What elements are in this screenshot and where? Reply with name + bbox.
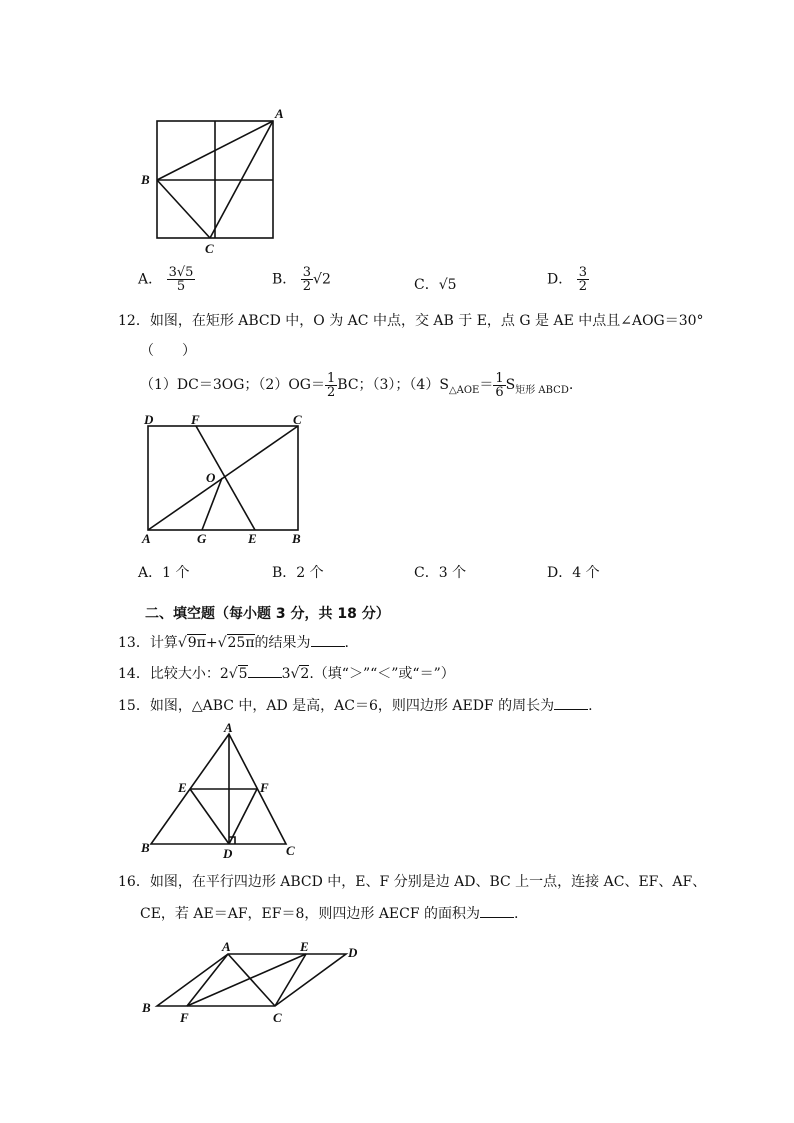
q11-option-a[interactable]: A． $\frac{3√5}{5}$ (138, 265, 194, 294)
q16-segment-ef (187, 954, 306, 1006)
q12-answer-paren: （ ） (140, 343, 196, 359)
q12-label-d: D (144, 412, 154, 427)
q11-option-b[interactable]: B． $\frac{3}{2}$ √2 (272, 265, 331, 294)
q15-label-f: F (260, 780, 269, 795)
q15-label-d: D (223, 846, 233, 861)
q16-label-e: E (300, 939, 309, 954)
q16-diagonal-ac (228, 954, 275, 1006)
q12-label-f: F (191, 412, 200, 427)
q11-label-c: C (205, 241, 214, 256)
q12-label-e: E (248, 531, 257, 546)
q15-label-a: A (224, 722, 233, 735)
q16-label-a: A (222, 939, 231, 954)
q12-label-o: O (206, 470, 216, 485)
q11-option-a-denominator: 5 (176, 279, 186, 294)
section-heading-fill-in: 二、填空题（每小题 3 分，共 18 分） (145, 606, 390, 622)
q11-label-b: B (141, 172, 150, 187)
q15-label-b: B (141, 840, 150, 855)
q14-text: 14．比较大小：2√5 3√2.（填“＞”“＜”或“＝”） (118, 666, 455, 682)
q11-label-a: A (275, 106, 284, 121)
q12-figure (136, 412, 316, 547)
q13-text: 13．计算√9π+√25π的结果为 . (118, 635, 349, 651)
q12-diagonal-ac (148, 426, 298, 530)
q12-option-b[interactable]: B．2 个 (272, 565, 324, 581)
q16-label-c: C (273, 1010, 282, 1025)
q12-label-b: B (292, 531, 301, 546)
q11-segment-bc (157, 180, 210, 238)
q15-segment-ed (190, 789, 229, 844)
q12-option-a[interactable]: A．1 个 (138, 565, 190, 581)
q11-option-a-numerator: 3√5 (168, 265, 194, 280)
q12-segment-fe (196, 426, 255, 530)
q11-figure (136, 100, 296, 260)
q11-option-c[interactable]: C．√5 (414, 277, 457, 293)
q16-segment-ec (275, 954, 306, 1006)
q12-label-a: A (142, 531, 151, 546)
q15-segment-fd (229, 789, 257, 844)
q12-statements: （1）DC＝3OG；（2）OG＝ $\frac{1}{2}$ BC；（3）；$(4)S_{\triangle AOE}=$ $\frac{1}{6}$ $S_{矩形 ABCD}$. (140, 370, 574, 400)
q16-label-f: F (180, 1010, 189, 1025)
q16-figure (136, 934, 366, 1026)
q11-option-d[interactable]: D． $\frac{3}{2}$ (547, 265, 587, 294)
q15-figure (136, 722, 306, 862)
q16-text-line2: CE，若 AE＝AF，EF＝8，则四边形 AECF 的面积为 . (140, 906, 519, 922)
q12-stem: 12．如图，在矩形 ABCD 中，O 为 AC 中点，交 AB 于 E，点 G 是 AE 中点且∠AOG＝30° (118, 313, 704, 329)
q12-option-d[interactable]: D．4 个 (547, 565, 600, 581)
q13-answer-blank[interactable] (311, 634, 345, 647)
q16-text-line1: 16．如图，在平行四边形 ABCD 中，E、F 分别是边 AD、BC 上一点，连接 AC、EF、AF、 (118, 874, 707, 890)
q15-label-e: E (178, 780, 187, 795)
q14-answer-blank[interactable] (248, 665, 282, 678)
q12-option-c[interactable]: C．3 个 (414, 565, 467, 581)
q15-answer-blank[interactable] (554, 697, 588, 710)
q15-text: 15．如图，△ABC 中，AD 是高，AC＝6，则四边形 AEDF 的周长为 . (118, 698, 593, 714)
q12-label-g: G (197, 531, 207, 546)
q16-label-b: B (142, 1000, 151, 1015)
q16-answer-blank[interactable] (480, 905, 514, 918)
q12-label-c: C (293, 412, 302, 427)
q15-label-c: C (286, 843, 295, 858)
q16-label-d: D (348, 945, 358, 960)
